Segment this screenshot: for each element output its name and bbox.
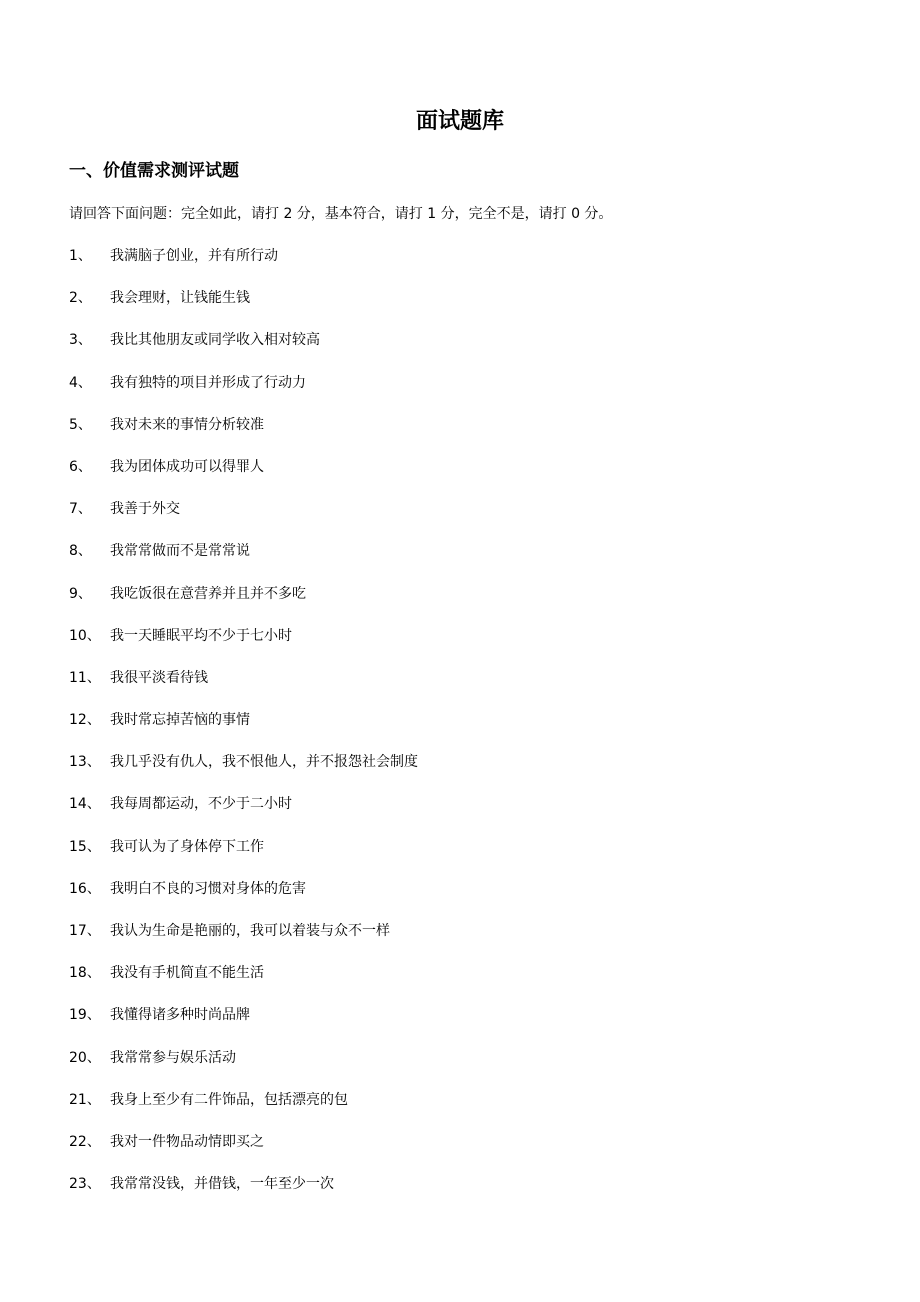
question-text: 我有独特的项目并形成了行动力 [110, 374, 306, 391]
question-number: 9、 [69, 585, 92, 602]
question-item [0, 878, 920, 920]
question-item [0, 1089, 920, 1131]
question-item [0, 372, 920, 414]
question-item [0, 329, 920, 371]
question-number: 2、 [69, 290, 92, 307]
question-text: 我很平淡看待钱 [110, 669, 208, 686]
question-number: 21、 [69, 1091, 101, 1108]
question-text: 我常常做而不是常常说 [110, 543, 250, 560]
question-text: 我没有手机简直不能生活 [110, 965, 264, 982]
question-text: 我时常忘掉苦恼的事情 [110, 712, 250, 729]
question-item [0, 751, 920, 793]
question-number: 3、 [69, 332, 92, 349]
question-text: 我几乎没有仇人，我不恨他人，并不报怨社会制度 [110, 754, 418, 771]
question-number: 22、 [69, 1133, 101, 1150]
question-item [0, 625, 920, 667]
question-text: 我明白不良的习惯对身体的危害 [110, 880, 306, 897]
question-item [0, 836, 920, 878]
question-number: 12、 [69, 712, 101, 729]
question-number: 16、 [69, 880, 101, 897]
question-item [0, 793, 920, 835]
question-number: 14、 [69, 796, 101, 813]
question-number: 18、 [69, 965, 101, 982]
question-text: 我一天睡眠平均不少于七小时 [110, 627, 292, 644]
question-item [0, 1131, 920, 1173]
question-item [0, 287, 920, 329]
question-text: 我常常参与娱乐活动 [110, 1049, 236, 1066]
question-number: 15、 [69, 838, 101, 855]
question-text: 我会理财，让钱能生钱 [110, 290, 250, 307]
question-number: 8、 [69, 543, 92, 560]
question-number: 17、 [69, 923, 101, 939]
question-number: 10、 [69, 627, 101, 644]
question-text: 我认为生命是艳丽的，我可以着装与众不一样 [110, 923, 390, 939]
question-text: 我每周都运动，不少于二小时 [110, 796, 292, 813]
question-number: 13、 [69, 754, 101, 771]
question-number: 5、 [69, 416, 92, 433]
question-text: 我身上至少有二件饰品，包括漂亮的包 [110, 1091, 348, 1108]
question-number: 20、 [69, 1049, 101, 1066]
question-item [0, 1047, 920, 1089]
document-title: 面试题库 [415, 109, 504, 134]
question-number: 4、 [69, 374, 92, 391]
question-item [0, 245, 920, 287]
instructions-text: 请回答下面问题：完全如此，请打 2 分，基本符合，请打 1 分，完全不是，请打 0 分。 [69, 206, 613, 222]
question-list [0, 245, 920, 1215]
question-item [0, 1173, 920, 1215]
question-number: 23、 [69, 1176, 101, 1193]
question-number: 7、 [69, 501, 92, 518]
question-text: 我懂得诸多种时尚品牌 [110, 1007, 250, 1024]
question-item [0, 1004, 920, 1046]
question-item [0, 920, 920, 962]
question-item [0, 456, 920, 498]
question-text: 我为团体成功可以得罪人 [110, 458, 264, 475]
question-item [0, 414, 920, 456]
question-item [0, 498, 920, 540]
question-number: 19、 [69, 1007, 101, 1024]
question-item [0, 540, 920, 582]
section-heading: 一、价值需求测评试题 [69, 161, 239, 181]
question-number: 1、 [69, 248, 92, 264]
question-text: 我可认为了身体停下工作 [110, 838, 264, 855]
question-text: 我对一件物品动情即买之 [110, 1133, 264, 1150]
question-item [0, 962, 920, 1004]
question-text: 我吃饭很在意营养并且并不多吃 [110, 585, 306, 602]
question-text: 我满脑子创业，并有所行动 [110, 248, 278, 264]
question-item [0, 583, 920, 625]
question-item [0, 667, 920, 709]
question-text: 我常常没钱，并借钱，一年至少一次 [110, 1176, 334, 1193]
question-number: 11、 [69, 669, 101, 686]
question-text: 我善于外交 [110, 501, 180, 518]
question-text: 我比其他朋友或同学收入相对较高 [110, 332, 320, 349]
question-number: 6、 [69, 458, 92, 475]
question-text: 我对未来的事情分析较准 [110, 416, 264, 433]
question-item [0, 709, 920, 751]
